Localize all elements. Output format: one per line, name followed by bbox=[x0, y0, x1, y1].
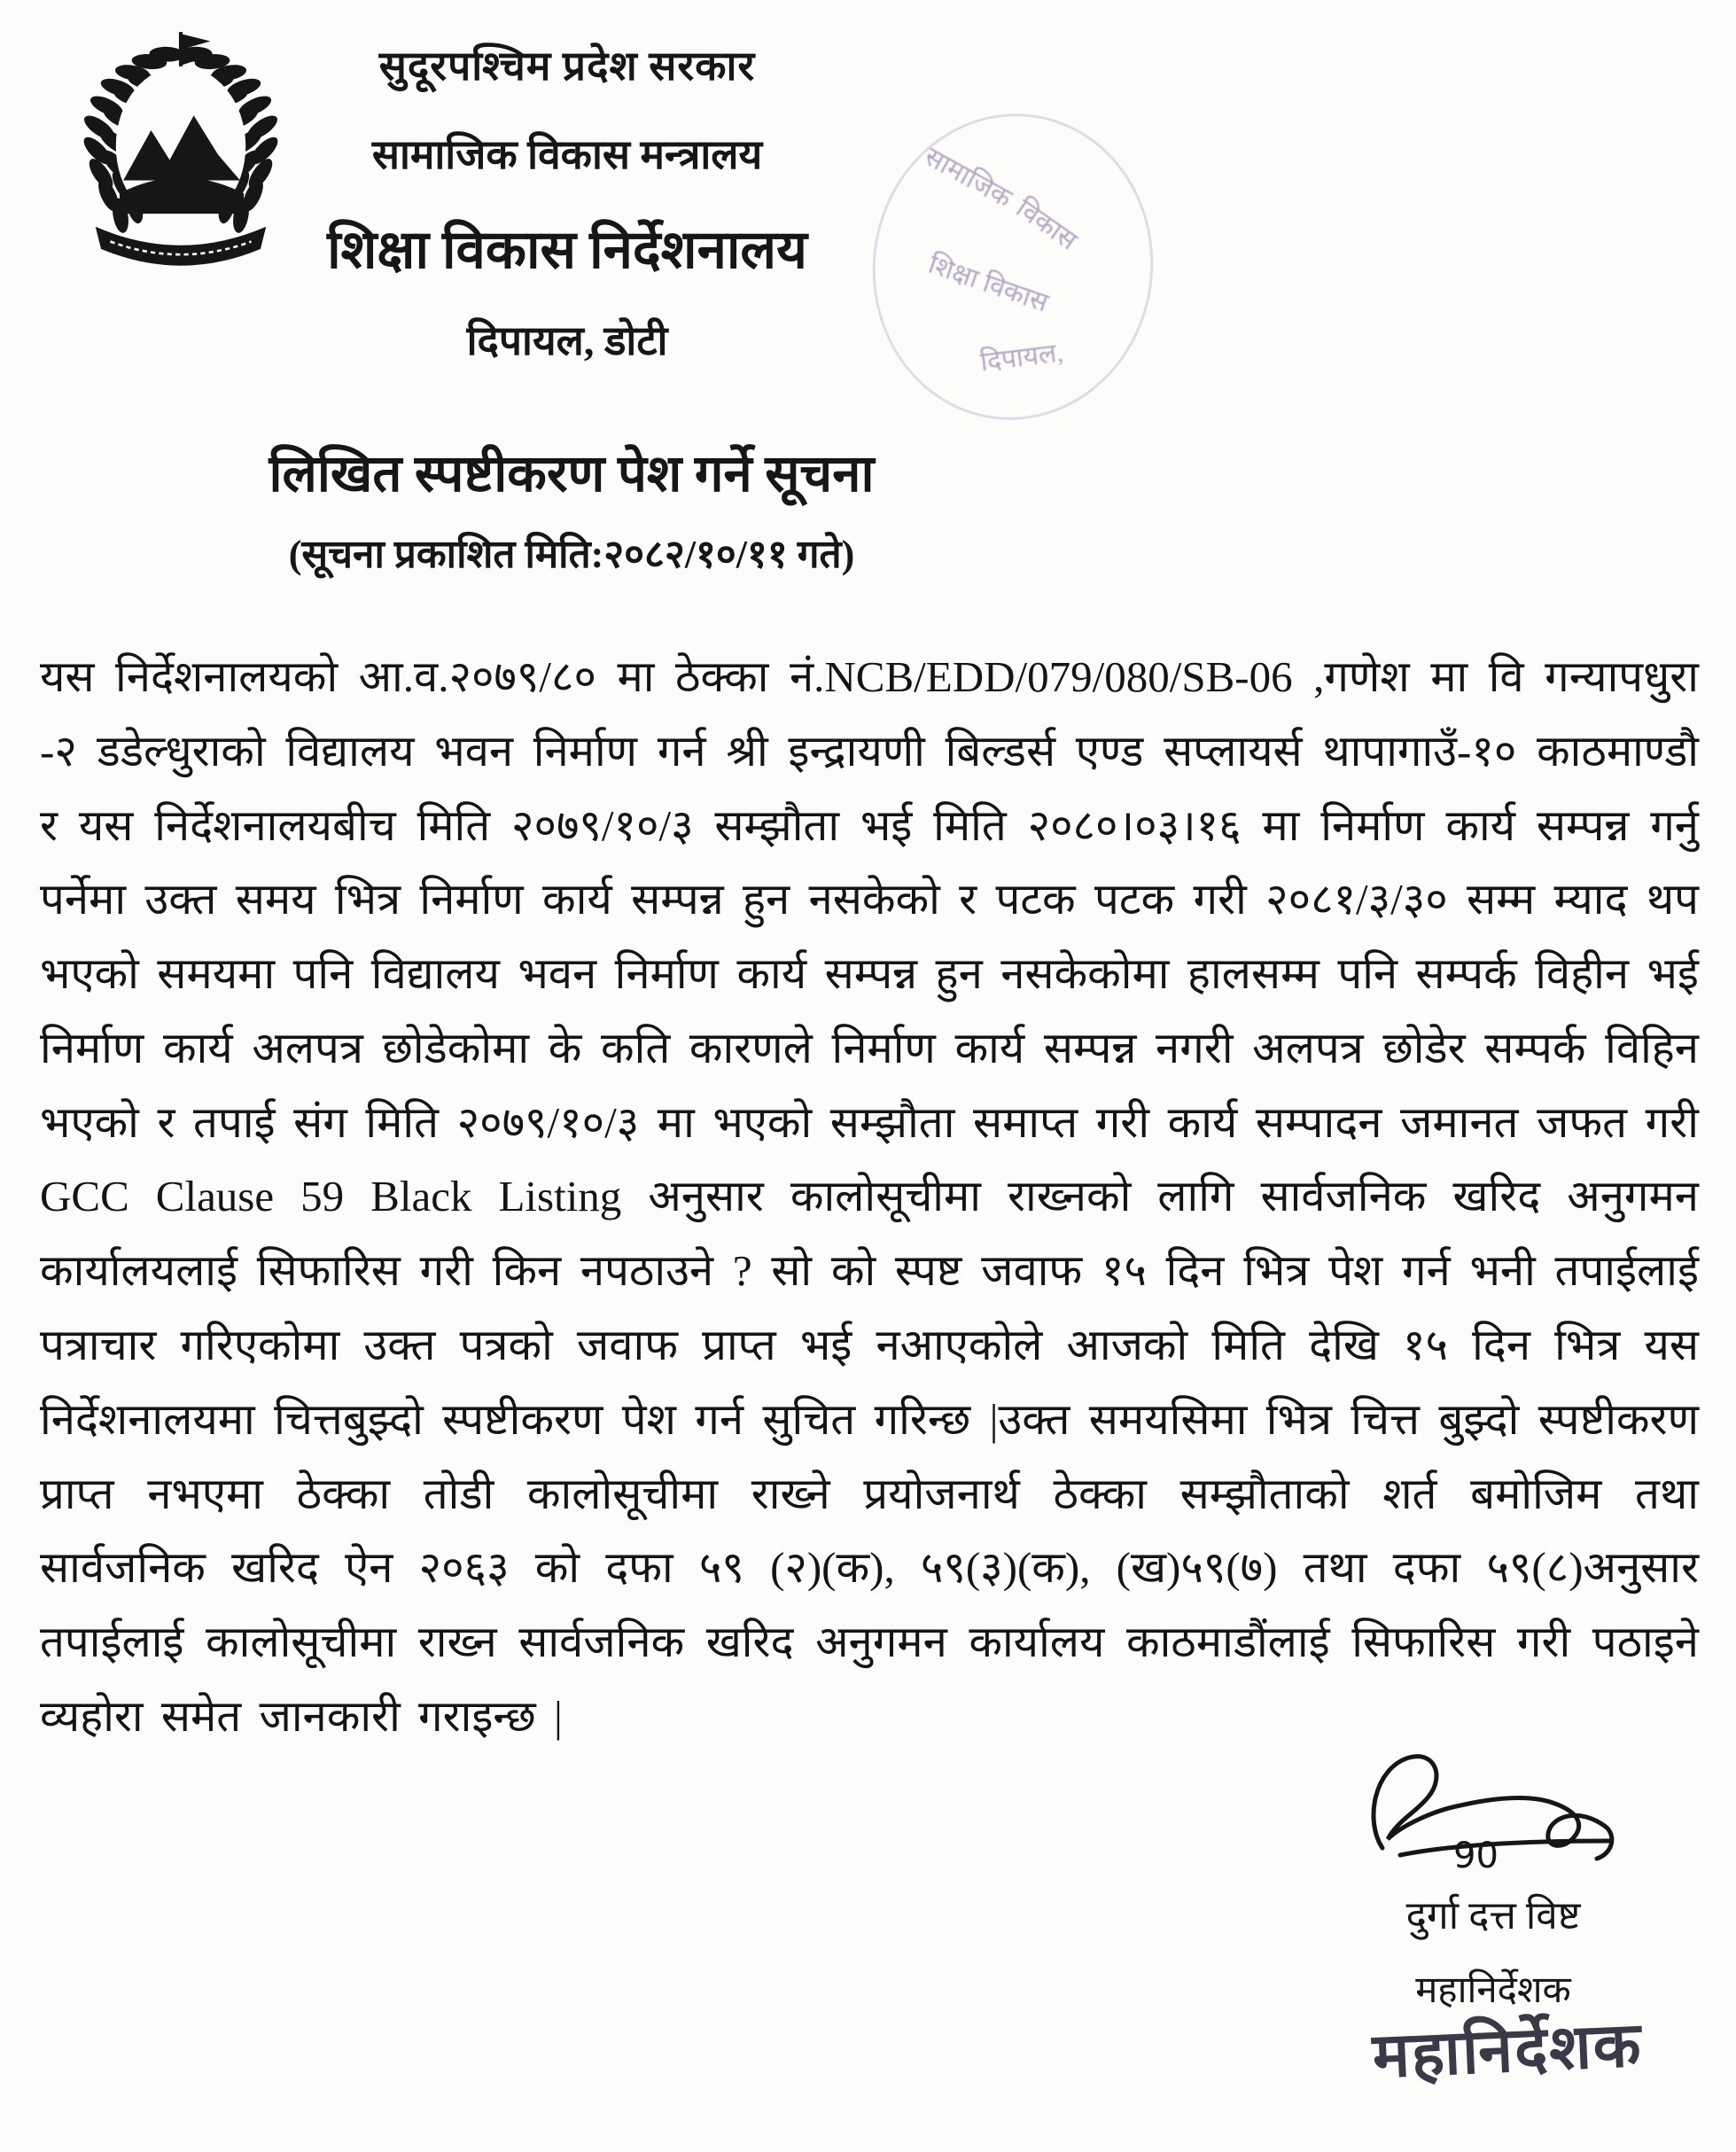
director-general-stamp-text: महानिर्देशक bbox=[1371, 2011, 1645, 2092]
signatory-name: दुर्गा दत्त विष्ट bbox=[1405, 1894, 1581, 1938]
signature-scribble-digits: 90 bbox=[1453, 1836, 1499, 1876]
stamp-text-fragment: शिक्षा विकास bbox=[924, 249, 1053, 318]
stamp-text-fragment: विकास bbox=[1010, 193, 1083, 256]
handwritten-signature-icon bbox=[1347, 1742, 1639, 1883]
letterhead bbox=[0, 37, 1134, 367]
signature-block bbox=[1285, 1742, 1701, 2014]
notice-title-block bbox=[0, 436, 1143, 579]
stamp-text-fragment: सामाजिक bbox=[919, 142, 1017, 214]
government-name: सुदूरपश्चिम प्रदेश सरकार bbox=[378, 43, 756, 89]
notice-body-paragraph: यस निर्देशनालयको आ.व.२०७९/८० मा ठेक्का नं.NCB/EDD/079/080/SB-06 ,गणेश मा वि गन्यापधुरा -२ डडेल्धुराको विद्यालय भवन निर्माण गर्न श्री इन्द्रायणी बिल्डर्स एण्ड सप्लायर्स थापागाउँ-१० काठमाण्डौ र यस निर्देशनालयबीच मिति २०७९/१०/३ सम्झौता भई मिति २०८०।०३।१६ मा निर्माण कार्य सम्पन्न गर्नु पर्नेमा उक्त समय भित्र निर्माण कार्य सम्पन्न हुन नसकेको र पटक पटक गरी २०८१/३/३० सम्म म्याद थप भएको समयमा पनि विद्यालय भवन निर्माण कार्य सम्पन्न हुन नसकेकोमा हालसम्म पनि सम्पर्क विहीन भई निर्माण कार्य अलपत्र छोडेकोमा के कति कारणले निर्माण कार्य सम्पन्न नगरी अलपत्र छोडेर सम्पर्क विहिन भएको र तपाई संग मिति २०७९/१०/३ मा भएको सम्झौता समाप्त गरी कार्य सम्पादन जमानत जफत गरी GCC Clause 59 Black Listing अनुसार कालोसूचीमा राख्नको लागि सार्वजनिक खरिद अनुगमन कार्यालयलाई सिफारिस गरी किन नपठाउने ? सो को स्पष्ट जवाफ १५ दिन भित्र पेश गर्न भनी तपाईलाई पत्राचार गरिएकोमा उक्त पत्रको जवाफ प्राप्त भई नआएकोले आजको मिति देखि १५ दिन भित्र यस निर्देशनालयमा चित्तबुझ्दो स्पष्टीकरण पेश गर्न सुचित गरिन्छ |उक्त समयसिमा भित्र चित्त बुझ्दो स्पष्टीकरण प्राप्त नभएमा ठेक्का तोडी कालोसूचीमा राख्ने प्रयोजनार्थ ठेक्का सम्झौताको शर्त बमोजिम तथा सार्वजनिक खरिद ऐन २०६३ को दफा ५९ (२)(क), ५९(३)(क), (ख)५९(७) तथा दफा ५९(८)अनुसार तपाईलाई कालोसूचीमा राख्न सार्वजनिक खरिद अनुगमन कार्यालय काठमाडौंलाई सिफारिस गरी पठाइने व्यहोरा समेत जानकारी गराइन्छ | bbox=[40, 652, 1699, 1741]
directorate-name: शिक्षा विकास निर्देशनालय bbox=[327, 221, 807, 279]
signatory-designation: महानिर्देशक bbox=[1415, 1970, 1571, 2011]
notice-title: लिखित स्पष्टीकरण पेश गर्ने सूचना bbox=[269, 445, 875, 503]
office-location: दिपायल, डोटी bbox=[466, 318, 668, 363]
ministry-name: सामाजिक विकास मन्त्रालय bbox=[371, 132, 763, 177]
notice-published-date: (सूचना प्रकाशित मिति:२०८२/१०/११ गते) bbox=[288, 533, 855, 576]
stamp-text-fragment: दिपायल, bbox=[978, 338, 1065, 378]
